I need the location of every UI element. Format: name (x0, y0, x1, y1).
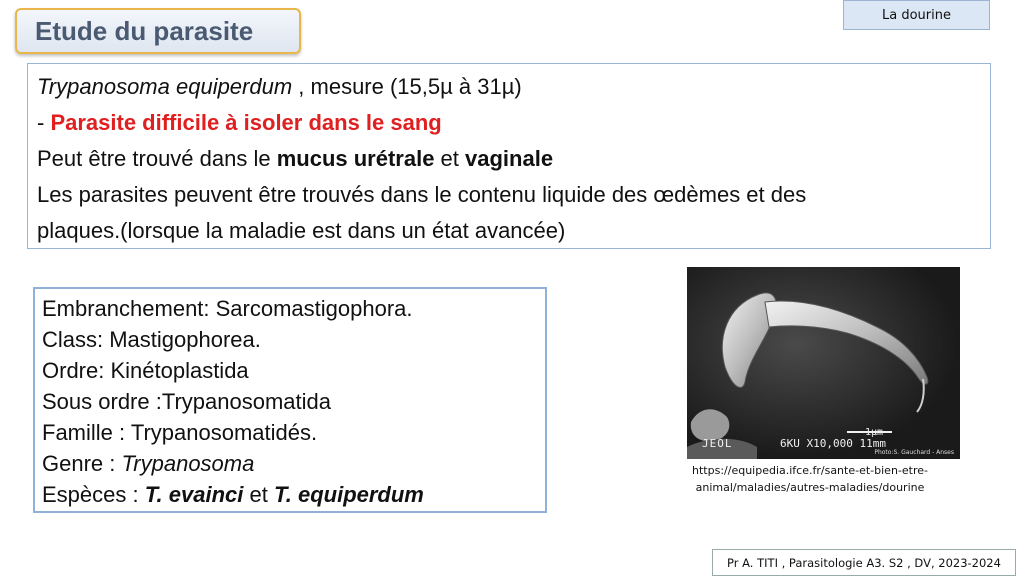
intro-line-3: Peut être trouvé dans le mucus urétrale et vaginale (37, 146, 554, 171)
intro-line-4: Les parasites peuvent être trouvés dans le contenu liquide des œdèmes et des (37, 182, 807, 207)
taxo-sous-ordre: Sous ordre :Trypanosomatida (42, 389, 331, 414)
footer-credit: Pr A. TITI , Parasitologie A3. S2 , DV, 2023-2024 (712, 549, 1016, 576)
instrument-label: JEOL (702, 437, 733, 450)
source-line-2: animal/maladies/autres-maladies/dourine (695, 481, 925, 494)
image-source (660, 462, 960, 496)
taxo-especes: Espèces : T. evainci et T. equiperdum (42, 482, 424, 507)
intro-line-1: Trypanosoma equiperdum , mesure (15,5µ à 31µ) (37, 74, 522, 99)
trypanosome-illustration (687, 267, 960, 459)
magnification-label: 6KU X10,000 11mm (780, 437, 886, 450)
taxo-embranchement: Embranchement: Sarcomastigophora. (42, 296, 413, 321)
taxonomy-box (33, 287, 547, 513)
electron-micrograph (687, 267, 960, 459)
taxo-ordre: Ordre: Kinétoplastida (42, 358, 249, 383)
taxo-famille: Famille : Trypanosomatidés. (42, 420, 318, 445)
taxo-class: Class: Mastigophorea. (42, 327, 261, 352)
intro-line-2: - Parasite difficile à isoler dans le sang (37, 110, 442, 135)
highlight-warning: Parasite difficile à isoler dans le sang (50, 110, 442, 135)
scale-value: 1µm (865, 427, 884, 438)
intro-line-5: plaques.(lorsque la maladie est dans un état avancée) (37, 218, 566, 243)
source-line-1: https://equipedia.ifce.fr/sante-et-bien-etre- (692, 464, 928, 477)
species-name: Trypanosoma equiperdum (37, 74, 293, 99)
topic-tag: La dourine (843, 0, 990, 30)
intro-text-box (27, 63, 991, 249)
photo-credit: Photo:S. Gauchard - Anses (874, 449, 954, 456)
taxo-genre: Genre : Trypanosoma (42, 451, 255, 476)
slide-title: Etude du parasite (15, 8, 301, 54)
